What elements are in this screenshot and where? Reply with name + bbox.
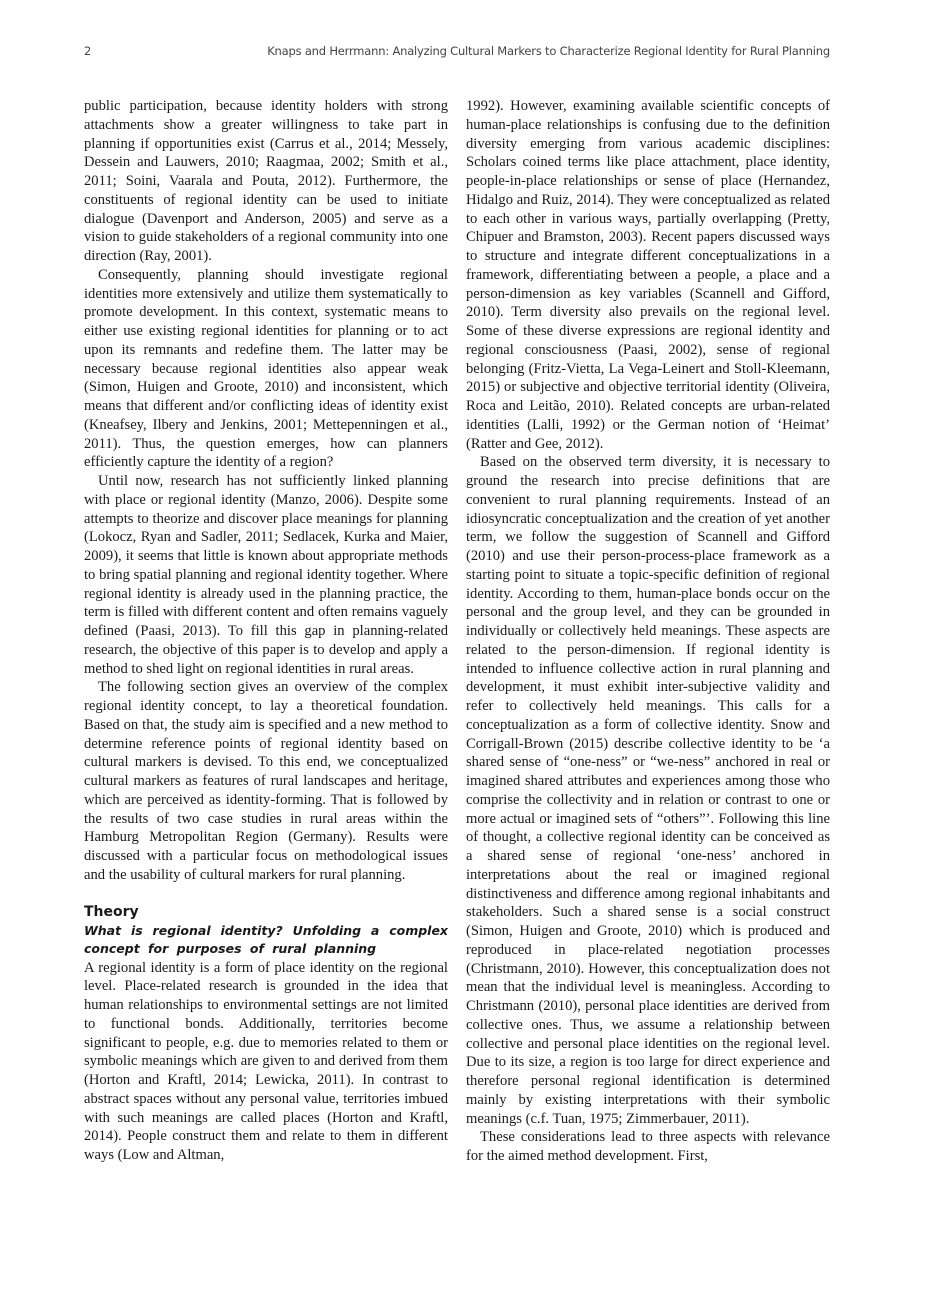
paragraph: Until now, research has not sufficiently linked planning with place or regional identity (Manzo, 2006). Despite some attempts to theorize and discover place meanings for planning (Lokocz, Ryan and Sadler, 2011; Sedlacek, Kurka and Maier, 2009), it seems that little is known about appropriate methods to bring spatial planning and regional identity together. Where regional identity is already used in the planning practice, the term is filled with different content and often remains vaguely defined (Paasi, 2013). To fill this gap in planning-related research, the objective of this paper is to develop and apply a method to shed light on regional identities in rural areas.: [84, 473, 448, 677]
paragraph: 1992). However, examining available scientific concepts of human-place relationships is confusing due to the definition diversity emerging from various academic disciplines: Scholars coined terms like place attachment, place identity, people-in-place relationships or sense of place (Hernandez, Hidalgo and Ruiz, 2014). They were conceptualized as related to each other in various ways, partially overlapping (Pretty, Chipuer and Bramston, 2003). Recent papers discussed ways to structure and integrate different conceptualizations in a framework, differentiating between a people, a place and a person-dimension as key variables (Scannell and Gifford, 2010). Term diversity also prevails on the regional level. Some of these diverse expressions are regional identity and regional consciousness (Paasi, 2002), sense of regional belonging (Fritz-Vietta, La Vega-Leinert and Stoll-Kleemann, 2015) or subjective and objective territorial identity (Oliveira, Roca and Leitão, 2010). Related concepts are urban-related identities (Lalli, 1992) or the German notion of ‘Heimat’ (Ratter and Gee, 2012).: [466, 98, 830, 452]
paragraph: The following section gives an overview of the complex regional identity concept, to lay a theoretical foundation. Based on that, the study aim is specified and a new method to determine reference points of regional identity based on cultural markers is devised. To this end, we conceptualized cultural markers as features of rural landscapes and heritage, which are perceived as identity-forming. That is followed by the results of two case studies in rural areas within the Hamburg Metropolitan Region (Germany). Results were discussed with a particular focus on methodological issues and the usability of cultural markers for rural planning.: [84, 679, 448, 883]
subsection-heading: What is regional identity? Unfolding a complex concept for purposes of rural planning: [84, 922, 448, 956]
paragraph: Consequently, planning should investigate regional identities more extensively and utilize them systematically to promote development. In this context, systematic means to either use existing regional identities for planning or to act upon its remnants and redefine them. The latter may be necessary because regional identities also appear weak (Simon, Huigen and Groote, 2010) and inconsistent, which means that different and/or conflicting ideas of identity exist (Kneafsey, Ilbery and Jenkins, 2001; Mettepenningen et al., 2011). Thus, the question emerges, how can planners efficiently capture the identity of a region?: [84, 266, 448, 471]
paragraph: These considerations lead to three aspects with relevance for the aimed method development. First,: [466, 1129, 830, 1164]
page-number: 2: [84, 44, 92, 58]
running-title: Knaps and Herrmann: Analyzing Cultural Markers to Characterize Regional Identity for Rural Planning: [267, 44, 830, 58]
left-column: [84, 97, 448, 1165]
section-heading: Theory: [84, 903, 139, 920]
paragraph: public participation, because identity holders with strong attachments show a greater willingness to take part in planning if opportunities exist (Carrus et al., 2014; Messely, Dessein and Lauwers, 2010; Raagmaa, 2002; Smith et al., 2011; Soini, Vaarala and Pouta, 2012). Furthermore, the constituents of regional identity can be used to initiate dialogue (Davenport and Anderson, 2005) and serve as a vision to guide stakeholders of a regional community into one direction (Ray, 2001).: [84, 98, 448, 264]
paragraph: Based on the observed term diversity, it is necessary to ground the research into precise definitions that are convenient to rural planning requirements. Instead of an idiosyncratic conceptualization and the creation of yet another term, we follow the suggestion of Scannell and Gifford (2010) and use their person-process-place framework as a starting point to situate a topic-specific definition of regional identity. According to them, human-place bonds occur on the personal and the group level, and they can be grounded in individually or collectively held meanings. These aspects are related to the person-dimension. If regional identity is intended to influence collective action in rural planning and development, it must exhibit inter-subjective validity and refer to collectively held meanings. This calls for a conceptualization as a form of collective identity. Snow and Corrigall-Brown (2015) describe collective identity to be ‘a shared sense of “one-ness” or “we-ness” anchored in real or imagined shared attributes and experiences among those who comprise the collectivity and in relation or contrast to one or more actual or imagined sets of “others”’. Following this line of thought, a collective regional identity can be conceived as a shared sense of regional ‘one-ness’ anchored in interpretations about the real or imagined regional distinctiveness and difference among regional inhabitants and stakeholders. Such a shared sense is a social construct (Simon, Huigen and Groote, 2010) which is produced and reproduced in place-related negotiation processes (Christmann, 2010). However, this conceptualization does not mean that the individual level is meaningless. According to Christmann (2010), personal place identities are derived from collective ones. Thus, we assume a relationship between collective and personal place identities on the regional level. Due to its size, a region is too large for direct experience and therefore personal regional identification is determined mainly by existing interpretations with their symbolic meanings (c.f. Tuan, 1975; Zimmerbauer, 2011).: [466, 454, 830, 1127]
paragraph: A regional identity is a form of place identity on the regional level. Place-related research is grounded in the idea that human relationships to environmental settings are not limited to functional bonds. Additionally, territories become significant to people, e.g. due to memories related to them or symbolic meanings which are given to and derived from them (Horton and Kraftl, 2014; Lewicka, 2011). In contrast to abstract spaces without any personal value, territories imbued with such meanings are called places (Horton and Kraftl, 2014). People construct them and relate to them in different ways (Low and Altman,: [84, 959, 448, 1163]
right-column: [466, 97, 830, 1166]
